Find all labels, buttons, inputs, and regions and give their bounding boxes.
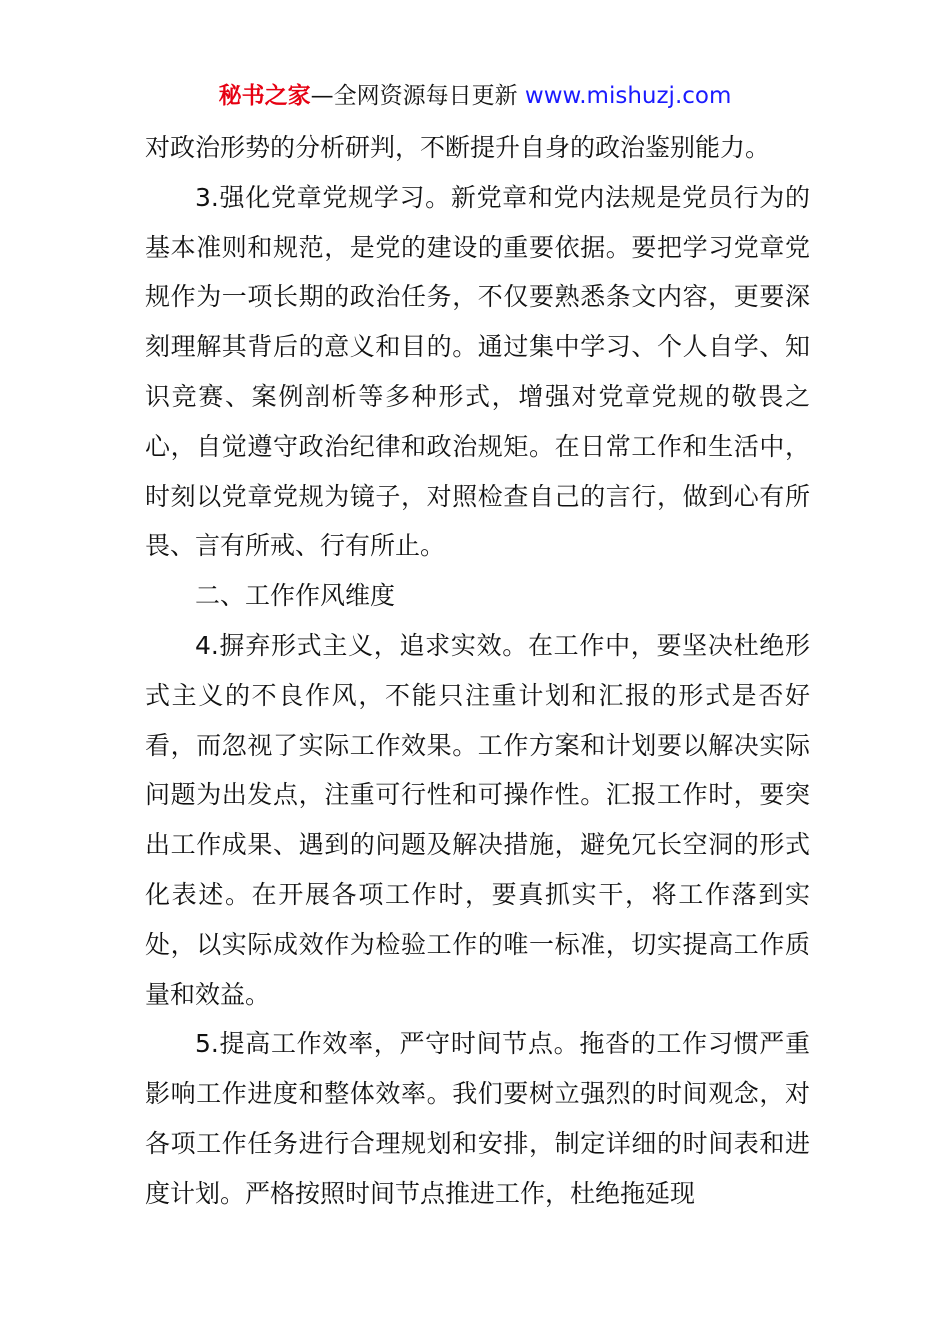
paragraph-continuation: 对政治形势的分析研判，不断提升自身的政治鉴别能力。: [145, 133, 771, 162]
header-url-link[interactable]: www.mishuzj.com: [524, 83, 732, 109]
page-header: [0, 80, 950, 112]
paragraph-5: 5.提高工作效率，严守时间节点。拖沓的工作习惯严重影响工作进度和整体效率。我们要树立强烈的时间观念，对各项工作任务进行合理规划和安排，制定详细的时间表和进度计划。严格按照时间节点推进工作，杜绝拖延现: [145, 1029, 810, 1208]
section-heading: 二、工作作风维度: [195, 581, 396, 611]
document-body: [145, 123, 810, 1219]
paragraph-3: 3.强化党章党规学习。新党章和党内法规是党员行为的基本准则和规范，是党的建设的重要依据。要把学习党章党规作为一项长期的政治任务，不仅要熟悉条文内容，更要深刻理解其背后的意义和目的。通过集中学习、个人自学、知识竞赛、案例剖析等多种形式，增强对党章党规的敬畏之心，自觉遵守政治纪律和政治规矩。在日常工作和生活中，时刻以党章党规为镜子，对照检查自己的言行，做到心有所畏、言有所戒、行有所止。: [145, 182, 810, 561]
header-slogan: —全网资源每日更新: [310, 83, 525, 109]
header-brand: 秘书之家: [218, 83, 311, 109]
paragraph-4: 4.摒弃形式主义，追求实效。在工作中，要坚决杜绝形式主义的不良作风，不能只注重计划和汇报的形式是否好看，而忽视了实际工作效果。工作方案和计划要以解决实际问题为出发点，注重可行性和可操作性。汇报工作时，要突出工作成果、遇到的问题及解决措施，避免冗长空洞的形式化表述。在开展各项工作时，要真抓实干，将工作落到实处，以实际成效作为检验工作的唯一标准，切实提高工作质量和效益。: [145, 630, 810, 1009]
